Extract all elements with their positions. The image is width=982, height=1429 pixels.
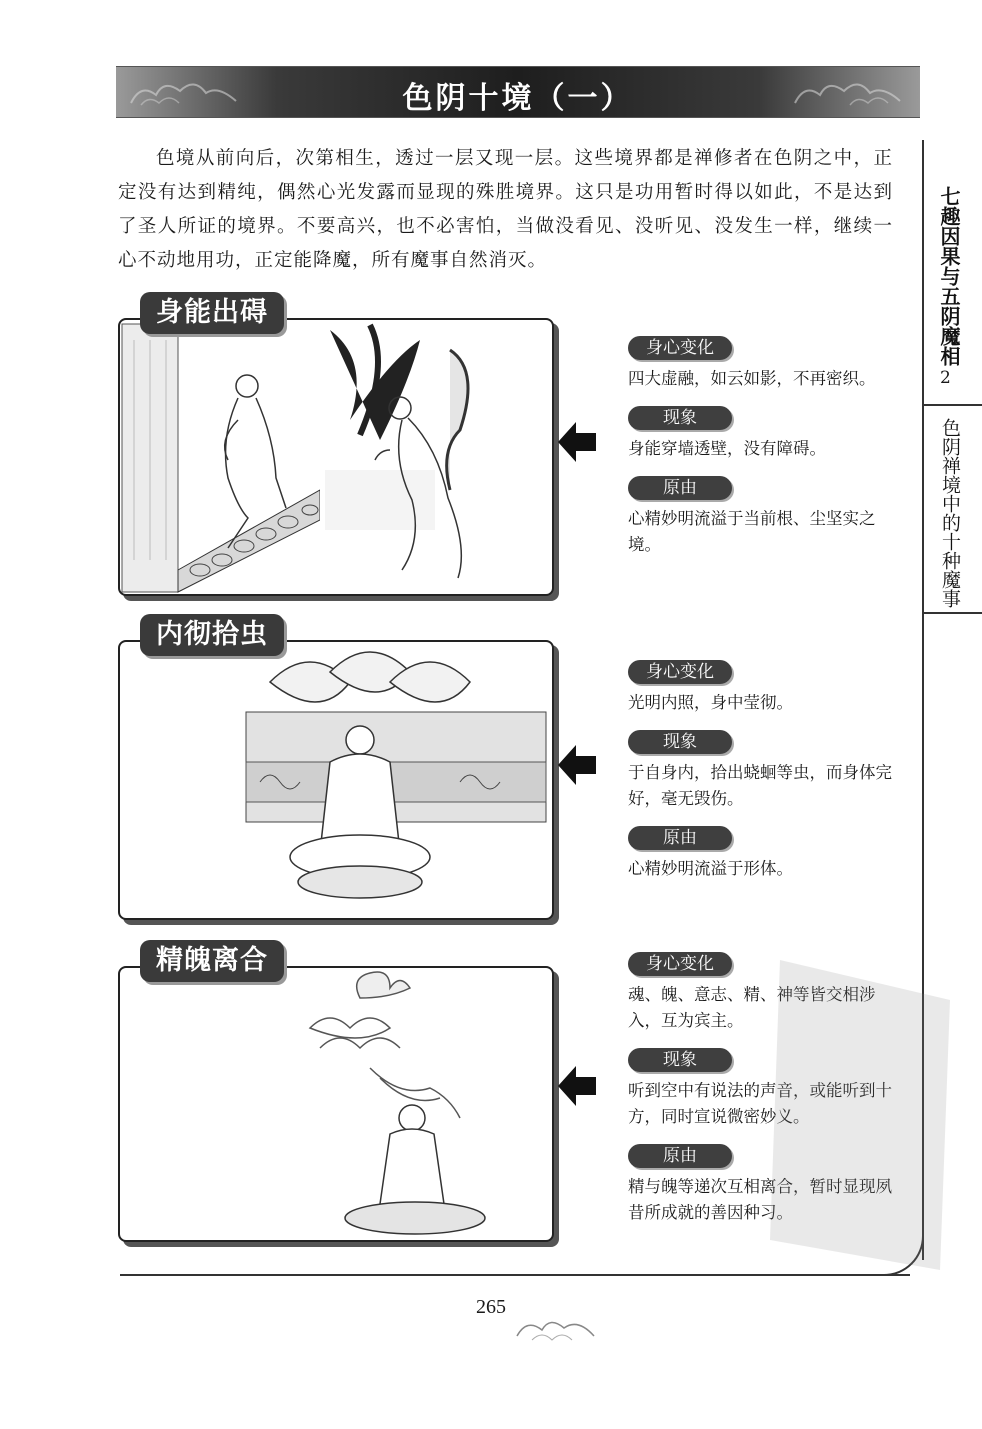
- arrow-left-icon: [558, 745, 596, 785]
- cause-text: 精与魄等递次互相离合，暂时显现夙昔所成就的善因种习。: [628, 1177, 892, 1222]
- phenomenon-text: 于自身内，拾出蛲蛔等虫，而身体完好，毫无毁伤。: [628, 763, 892, 808]
- cause-text: 心精妙明流溢于形体。: [628, 859, 793, 878]
- tag-cause: 原由: [628, 476, 732, 500]
- side-separator: [922, 404, 982, 406]
- chapter-number: 2: [940, 368, 951, 388]
- tag-phenomenon: 现象: [628, 406, 732, 430]
- tag-body-mind-change: 身心变化: [628, 660, 732, 684]
- section-label: 身能出碍: [140, 292, 284, 334]
- section-2: [118, 614, 558, 924]
- watermark-stamp: [760, 940, 960, 1280]
- illustration-frame: [118, 966, 554, 1242]
- page-title: 色阴十境（一）: [402, 81, 634, 116]
- illustration-frame: [118, 318, 554, 596]
- illustration-monk-lotus: [120, 642, 552, 918]
- side-separator: [922, 612, 982, 614]
- arrow-left-icon: [558, 422, 596, 462]
- tag-phenomenon: 现象: [628, 1048, 732, 1072]
- section-3: [118, 940, 558, 1250]
- tag-cause: 原由: [628, 826, 732, 850]
- illustration-frame: [118, 640, 554, 920]
- body-mind-change-text: 魂、魄、意志、精、神等皆交相涉入，互为宾主。: [628, 985, 876, 1030]
- arrow-left-icon: [558, 1066, 596, 1106]
- phenomenon-text: 身能穿墙透壁，没有障碍。: [628, 439, 826, 458]
- phenomenon-text: 听到空中有说法的声音，或能听到十方，同时宣说微密妙义。: [628, 1081, 892, 1126]
- tag-cause: 原由: [628, 1144, 732, 1168]
- section-1: [118, 292, 558, 602]
- tag-phenomenon: 现象: [628, 730, 732, 754]
- section-label: 精魄离合: [140, 940, 284, 982]
- body-mind-change-text: 四大虚融，如云如影，不再密织。: [628, 369, 876, 388]
- cause-text: 心精妙明流溢于当前根、尘坚实之境。: [628, 509, 876, 554]
- section-tab: 色阴禅境中的十种魔事: [939, 418, 961, 608]
- chapter-tab: 七趣因果与五阴魔相: [937, 186, 961, 366]
- section-label: 内彻拾虫: [140, 614, 284, 656]
- tag-body-mind-change: 身心变化: [628, 952, 732, 976]
- section-2-info: [628, 660, 898, 896]
- illustration-wall-passing: [120, 320, 552, 594]
- illustration-monk-clouds: [120, 968, 552, 1240]
- intro-paragraph: 色境从前向后，次第相生，透过一层又现一层。这些境界都是禅修者在色阴之中，正定没有达到精纯，偶然心光发露而显现的殊胜境界。这只是功用暂时得以如此，不是达到了圣人所证的境界。不要高兴，也不必害怕，当做没看见、没听见、没发生一样，继续一心不动地用功，正定能降魔，所有魔事自然消灭。: [118, 148, 893, 271]
- cloud-ornament-icon: [512, 1306, 602, 1346]
- title-banner: [116, 66, 920, 118]
- page-number: 265: [476, 1296, 506, 1318]
- tag-body-mind-change: 身心变化: [628, 336, 732, 360]
- section-1-info: [628, 336, 898, 572]
- body-mind-change-text: 光明内照，身中莹彻。: [628, 693, 793, 712]
